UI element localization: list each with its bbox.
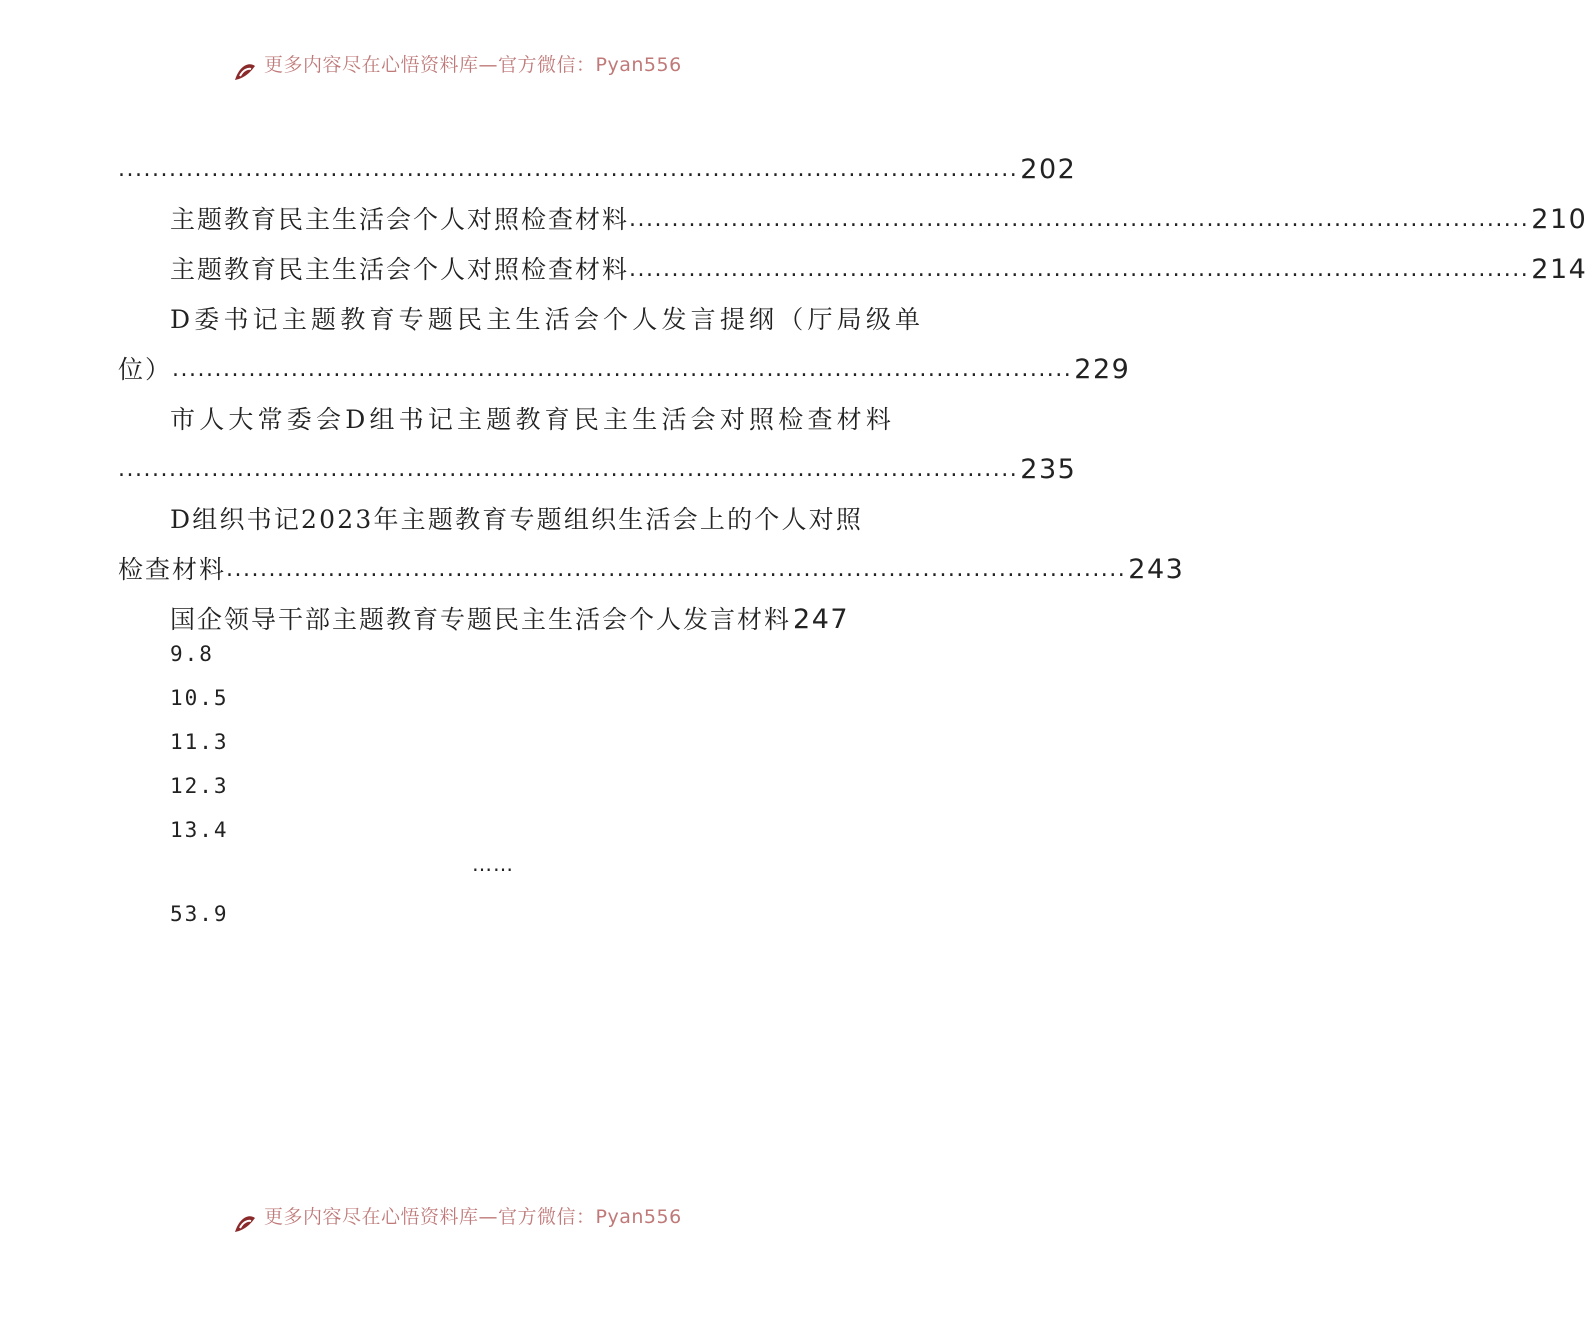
list-item-last: 53.9 xyxy=(170,902,229,926)
toc-entry-line2[interactable] xyxy=(118,540,1185,590)
toc-title-cont: 检查材料 xyxy=(118,555,227,584)
list-item: 13.4 xyxy=(170,818,229,842)
toc-entry-line2[interactable] xyxy=(118,440,1077,490)
page-number: 214 xyxy=(1531,254,1587,285)
toc-title: D委书记主题教育专题民主生活会个人发言提纲（厅局级单 xyxy=(170,305,925,334)
toc-title: 主题教育民主生活会个人对照检查材料 xyxy=(170,255,630,284)
toc-entry[interactable] xyxy=(118,240,1587,290)
footer-watermark xyxy=(232,1205,722,1240)
toc-entry-line2[interactable] xyxy=(118,340,1131,390)
brand-logo-icon xyxy=(232,1212,258,1236)
watermark-text: 更多内容尽在心悟资料库—官方微信：Pyan556 xyxy=(264,1205,682,1228)
leader-dots: .......................................................................................................... xyxy=(118,457,1019,482)
toc-title: 主题教育民主生活会个人对照检查材料 xyxy=(170,205,630,234)
toc-title-cont: 位） xyxy=(118,355,173,384)
toc-entry[interactable] xyxy=(118,190,1587,240)
toc-title: 国企领导干部主题教育专题民主生活会个人发言材料 xyxy=(170,605,792,634)
list-item: 9.8 xyxy=(170,642,214,666)
leader-dots: .......................................................................................................... xyxy=(118,157,1019,182)
toc-title: D组织书记2023年主题教育专题组织生活会上的个人对照 xyxy=(170,505,864,534)
ellipsis: …… xyxy=(472,852,514,876)
watermark-text: 更多内容尽在心悟资料库—官方微信：Pyan556 xyxy=(264,53,682,76)
page-number: 235 xyxy=(1020,454,1077,485)
page-number: 243 xyxy=(1128,554,1185,585)
toc-title: 市人大常委会D组书记主题教育民主生活会对照检查材料 xyxy=(170,405,896,434)
toc-entry-line1[interactable] xyxy=(118,290,925,340)
table-of-contents xyxy=(118,140,1587,640)
toc-entry-line1[interactable] xyxy=(118,490,864,540)
brand-logo-icon xyxy=(232,60,258,84)
page-number: 247 xyxy=(793,604,850,635)
leader-dots: .......................................................................................................... xyxy=(172,357,1073,382)
list-item: 11.3 xyxy=(170,730,229,754)
toc-entry-line1[interactable] xyxy=(118,390,896,440)
list-item: 12.3 xyxy=(170,774,229,798)
page-number: 202 xyxy=(1020,154,1077,185)
toc-entry[interactable] xyxy=(118,140,1077,190)
leader-dots: .......................................................................................................... xyxy=(629,207,1530,232)
page-number: 210 xyxy=(1531,204,1587,235)
leader-dots: .......................................................................................................... xyxy=(629,257,1530,282)
page-number: 229 xyxy=(1074,354,1131,385)
header-watermark xyxy=(232,53,722,88)
list-item: 10.5 xyxy=(170,686,229,710)
leader-dots: .......................................................................................................... xyxy=(226,557,1127,582)
number-list xyxy=(170,632,229,852)
